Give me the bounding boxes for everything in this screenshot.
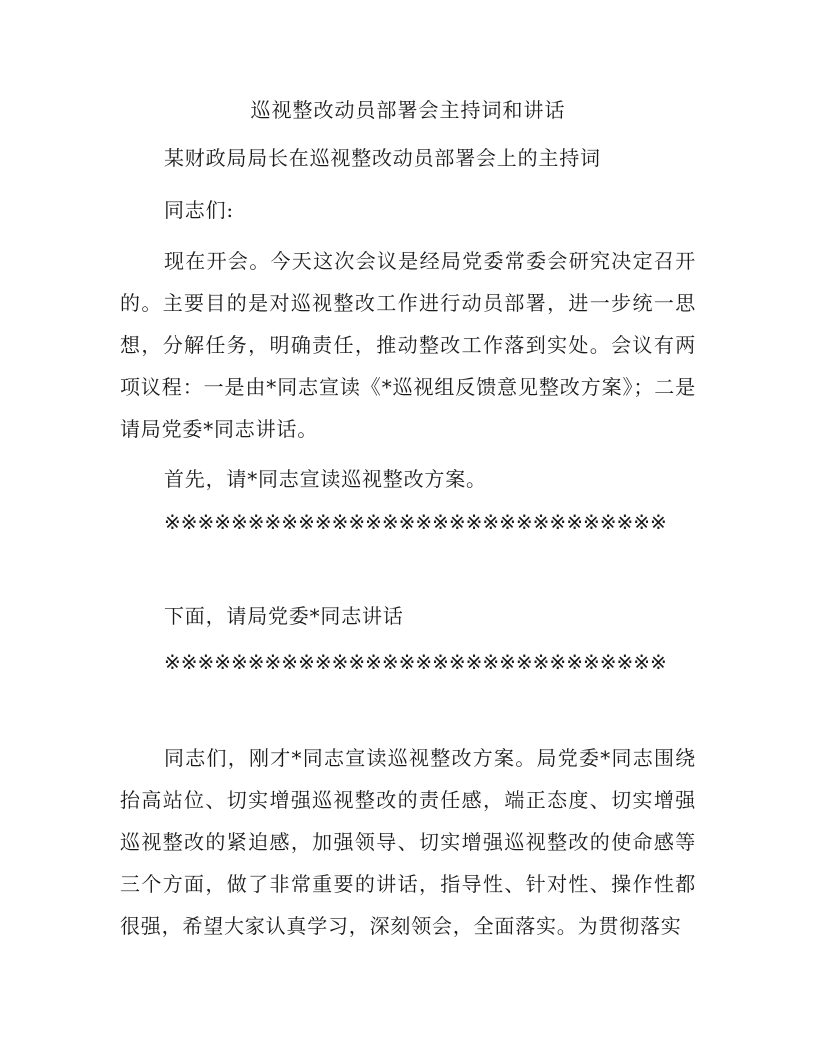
paragraph-subtitle: 某财政局局长在巡视整改动员部署会上的主持词 [164,146,601,170]
paragraph-placeholder-marks-2: ※※※※※※※※※※※※※※※※※※※※※※※※※※※※※※ [164,650,667,674]
paragraph-second-item: 下面，请局党委*同志讲话 [164,604,404,628]
paragraph-closing: 同志们，刚才*同志宣读巡视整改方案。局党委*同志围绕抬高站位、切实增强巡视整改的责任感，端正态度、切实增强巡视整改的紧迫感，加强领导、切实增强巡视整改的使命感等三个方面，做了非常重要的讲话，指导性、针对性、操作性都很强，希望大家认真学习，深刻领会，全面落实。为贯彻落实 [120,746,696,938]
paragraph-first-item: 首先，请*同志宣读巡视整改方案。 [164,467,487,491]
paragraph-opening: 现在开会。今天这次会议是经局党委常委会研究决定召开的。主要目的是对巡视整改工作进行动员部署，进一步统一思想，分解任务，明确责任，推动整改工作落到实处。会议有两项议程：一是由*同志宣读《*巡视组反馈意见整改方案》；二是请局党委*同志讲话。 [120,249,696,441]
paragraph-placeholder-marks-1: ※※※※※※※※※※※※※※※※※※※※※※※※※※※※※※ [164,510,667,534]
document-title: 巡视整改动员部署会主持词和讲话 [250,98,566,122]
paragraph-salutation: 同志们: [164,198,234,222]
